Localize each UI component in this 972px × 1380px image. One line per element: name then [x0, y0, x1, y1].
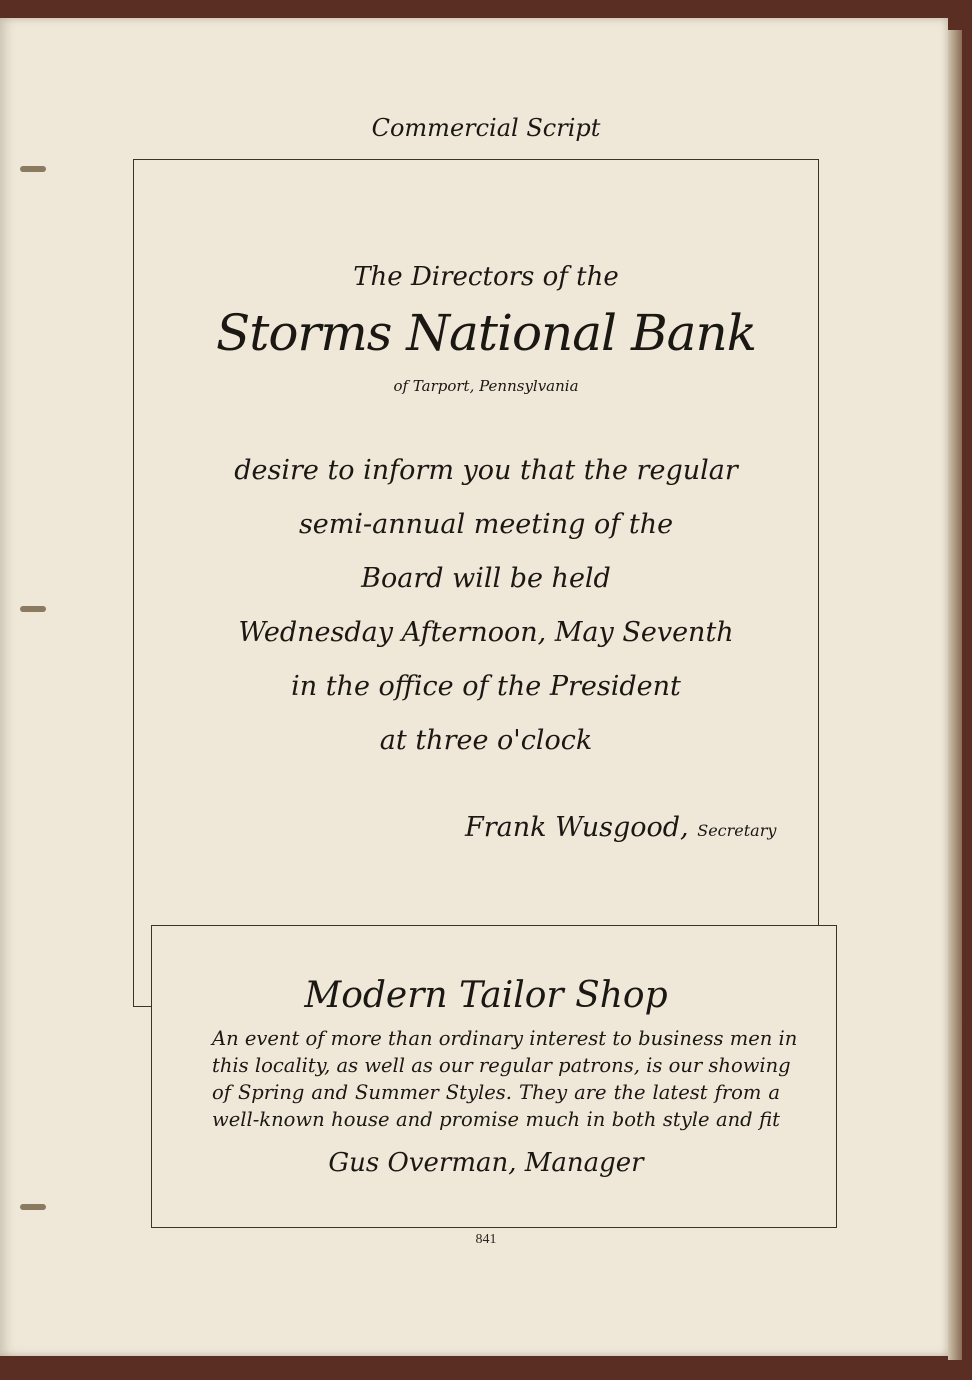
announcement-line: desire to inform you that the regular [234, 455, 738, 486]
announcement-line: at three o'clock [379, 725, 593, 756]
signature-title: Secretary [697, 821, 777, 840]
announcement-line: in the office of the President [291, 671, 681, 702]
shop-name: Modern Tailor Shop [304, 975, 668, 1016]
advertisement-line: An event of more than ordinary interest to business men in [212, 1027, 798, 1050]
manager-name: Gus Overman, Manager [328, 1148, 644, 1178]
announcement-line: semi-annual meeting of the [298, 509, 674, 540]
advertisement-line: of Spring and Summer Styles. They are the latest from a [212, 1081, 780, 1104]
page-number: 841 [475, 1232, 497, 1247]
announcement-intro: The Directors of the [353, 262, 619, 292]
page-heading: Commercial Script [371, 114, 601, 142]
advertisement-line: this locality, as well as our regular patrons, is our showing [212, 1054, 791, 1077]
signature-name: Frank Wusgood, [465, 812, 689, 843]
binding-stitch [20, 606, 46, 612]
announcement-line: Board will be held [361, 563, 611, 594]
binding-stitch [20, 166, 46, 172]
bank-name: Storms National Bank [215, 304, 756, 362]
advertisement-line: well-known house and promise much in both style and fit [212, 1108, 780, 1131]
announcement-line: Wednesday Afternoon, May Seventh [238, 617, 734, 648]
bank-location: of Tarport, Pennsylvania [393, 377, 579, 395]
signature [465, 812, 776, 843]
binding-stitch [20, 1204, 46, 1210]
